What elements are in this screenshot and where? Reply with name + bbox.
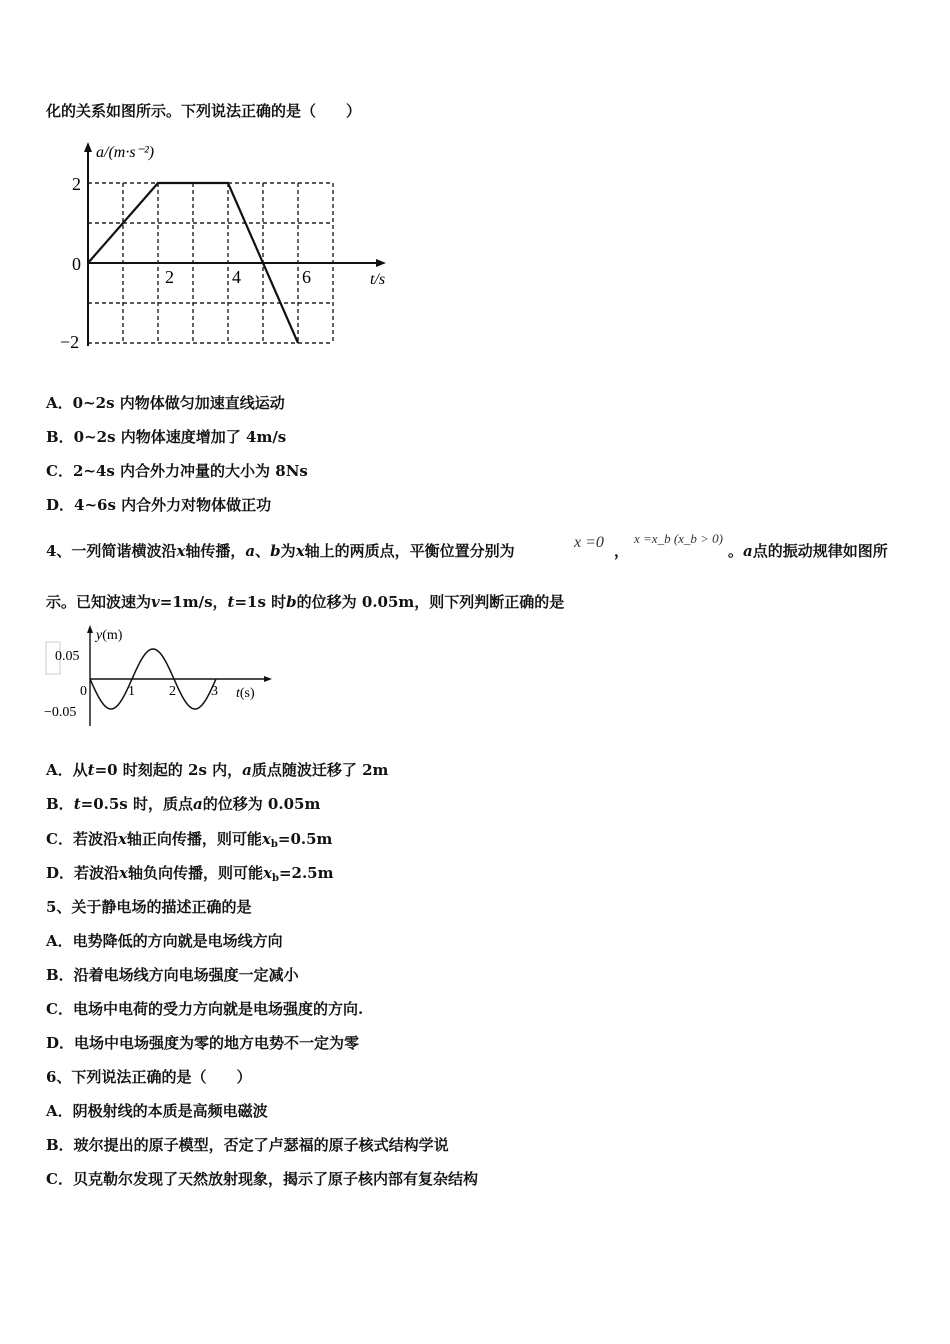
q4-math-xa: x =0	[574, 534, 604, 551]
g1-ytick-m2: −2	[60, 332, 80, 352]
g1-ytick-0: 0	[72, 254, 81, 274]
q3-option-a: A．0~2s 内物体做匀加速直线运动	[46, 394, 285, 412]
q4-option-a: A．从t=0 时刻起的 2s 内，a质点随波迁移了 2m	[46, 761, 389, 779]
q4-comma: ，	[614, 542, 630, 560]
q5-option-a: A．电势降低的方向就是电场线方向	[46, 932, 283, 950]
g2-xtick-3: 3	[211, 684, 218, 699]
q5-stem: 5、关于静电场的描述正确的是	[46, 898, 252, 916]
g1-xtick-2: 2	[165, 267, 174, 287]
g2-ytick-0: 0	[80, 684, 87, 699]
q4-option-c: C．若波沿x轴正向传播，则可能$x_b=0.5m$	[46, 830, 333, 850]
g2-xtick-2: 2	[169, 684, 176, 699]
q6-option-c: C．贝克勒尔发现了天然放射现象，揭示了原子核内部有复杂结构	[46, 1170, 478, 1188]
g1-xtick-4: 4	[232, 267, 241, 287]
q4-stem-line1-end: 。a点的振动规律如图所	[728, 542, 888, 560]
q6-stem: 6、下列说法正确的是（ ）	[46, 1068, 252, 1086]
q4-stem-line1: 4、一列简谐横波沿x轴传播，a、b为x轴上的两质点，平衡位置分别为	[46, 542, 515, 560]
vibration-graph	[40, 622, 280, 730]
q5-option-c: C．电场中电荷的受力方向就是电场强度的方向.	[46, 1000, 364, 1018]
q4-math-xb: x =x_b (x_b > 0)	[634, 531, 724, 546]
q6-option-b: B．玻尔提出的原子模型，否定了卢瑟福的原子核式结构学说	[46, 1136, 449, 1154]
q4-option-b: B．t=0.5s 时，质点a的位移为 0.05m	[46, 795, 321, 813]
g1-xtick-6: 6	[302, 267, 311, 287]
q3-option-b: B．0~2s 内物体速度增加了 4m/s	[46, 428, 287, 446]
g1-ytick-2: 2	[72, 174, 81, 194]
g2-x-label: t(s)	[236, 686, 255, 701]
q5-option-b: B．沿着电场线方向电场强度一定减小	[46, 966, 299, 984]
g2-ytick-pos: 0.05	[55, 649, 80, 664]
g2-ytick-neg: −0.05	[44, 705, 77, 720]
q3-option-c: C．2~4s 内合外力冲量的大小为 8Ns	[46, 462, 308, 480]
q4-option-d: D．若波沿x轴负向传播，则可能$x_b=2.5m$	[46, 864, 334, 884]
acceleration-time-graph	[52, 138, 412, 360]
g1-x-label: t/s	[370, 271, 386, 288]
q3-option-d: D．4~6s 内合外力对物体做正功	[46, 496, 272, 514]
q6-option-a: A．阴极射线的本质是高频电磁波	[46, 1102, 268, 1120]
q3-stem: 化的关系如图所示。下列说法正确的是（ ）	[46, 102, 362, 120]
q4-stem-line2: 示。已知波速为v=1m/s，t=1s 时b的位移为 0.05m，则下列判断正确的是	[46, 593, 565, 611]
g2-y-label: y(m)	[96, 628, 123, 643]
q5-option-d: D．电场中电场强度为零的地方电势不一定为零	[46, 1034, 360, 1052]
g1-y-label: a/(m·s⁻²)	[96, 144, 155, 161]
g2-xtick-1: 1	[128, 684, 135, 699]
